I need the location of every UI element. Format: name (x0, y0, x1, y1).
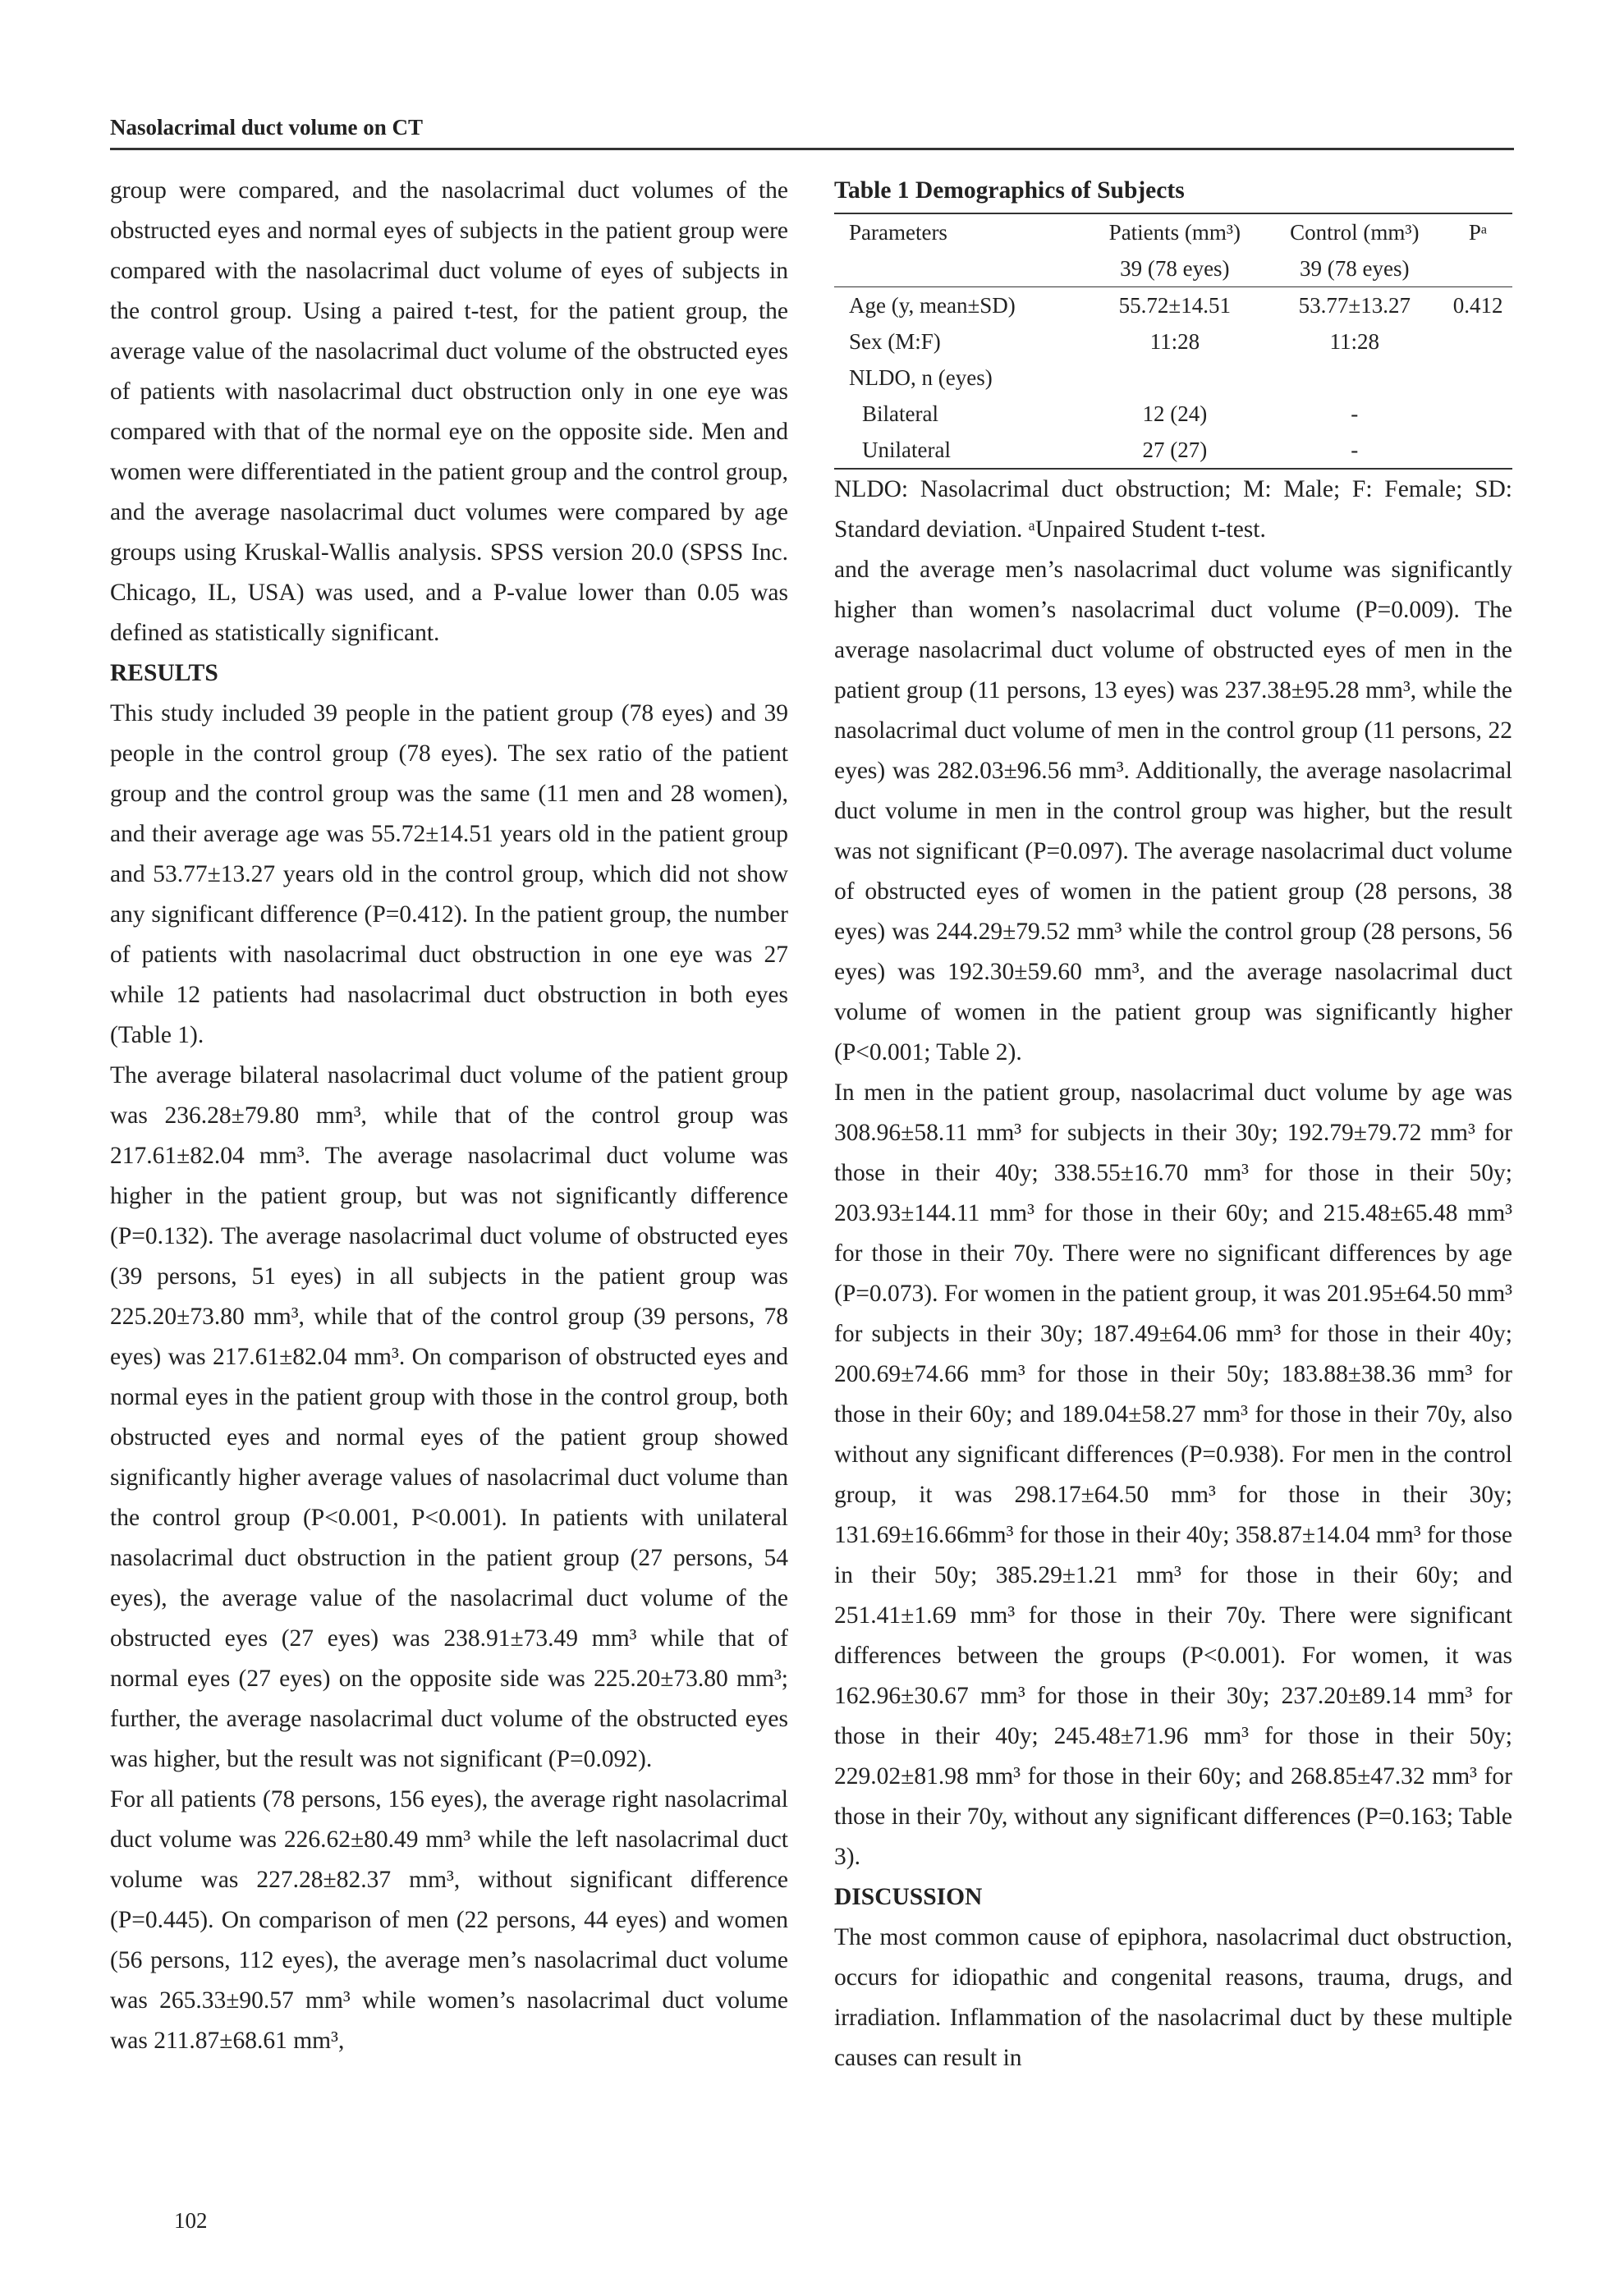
table-row (834, 287, 1512, 324)
table-subheader-row (834, 250, 1512, 287)
table-footnote: NLDO: Nasolacrimal duct obstruction; M: Male; F: Female; SD: Standard deviation. ᵃUnpaired Student t-test. (834, 476, 1512, 543)
table-cell: NLDO, n (eyes) (849, 365, 993, 390)
table-cell: Sex (M:F) (849, 329, 941, 354)
table-cell: 11:28 (1149, 329, 1200, 354)
table-subheader-cell (834, 250, 1084, 287)
paragraph: The average bilateral nasolacrimal duct volume of the patient group was 236.28±79.80 mm³, while that of the control group was 217.61±82.04 mm³. The average nasolacrimal duct volume was higher in the patient group, but was not significantly difference (P=0.132). The average nasolacrimal duct volume of obstructed eyes (39 persons, 51 eyes) in all subjects in the patient group was 225.20±73.80 mm³, while that of the control group (39 persons, 78 eyes) was 217.61±82.04 mm³. On comparison of obstructed eyes and normal eyes in the patient group with those in the control group, both obstructed eyes and normal eyes of the patient group showed significantly higher average values of nasolacrimal duct volume than the control group (P<0.001, P<0.001). In patients with unilateral nasolacrimal duct obstruction in the patient group (27 persons, 54 eyes), the average value of the nasolacrimal duct volume of the obstructed eyes (27 eyes) was 238.91±73.49 mm³ while that of normal eyes (27 eyes) on the opposite side was 225.20±73.80 mm³; further, the average nasolacrimal duct volume of the obstructed eyes was higher, but the result was not significant (P=0.092). (110, 1062, 788, 1772)
demographics-table (834, 213, 1512, 470)
section-heading-results: RESULTS (110, 660, 218, 686)
paragraph: The most common cause of epiphora, nasolacrimal duct obstruction, occurs for idiopathic and congenital reasons, trauma, drugs, and irradiation. Inflammation of the nasolacrimal duct by these multiple causes can result in (834, 1924, 1512, 2071)
table-cell: Age (y, mean±SD) (849, 293, 1016, 318)
table-row (834, 323, 1512, 360)
paragraph: For all patients (78 persons, 156 eyes), the average right nasolacrimal duct volume was 226.62±80.49 mm³ while the left nasolacrimal duct volume was 227.28±82.37 mm³, without significant difference (P=0.445). On comparison of men (22 persons, 44 eyes) and women (56 persons, 112 eyes), the average men’s nasolacrimal duct volume was 265.33±90.57 mm³ while women’s nasolacrimal duct volume was 211.87±68.61 mm³, (110, 1786, 788, 2054)
running-header: Nasolacrimal duct volume on CT (110, 115, 423, 140)
table-row (834, 396, 1512, 432)
table-subheader-cell: 39 (78 eyes) (1084, 250, 1265, 287)
page-number: 102 (174, 2208, 208, 2233)
section-heading-discussion: DISCUSSION (834, 1884, 983, 1910)
table-cell: 55.72±14.51 (1118, 293, 1231, 318)
table-cell: 27 (27) (1084, 432, 1265, 469)
table-cell: Bilateral (862, 401, 938, 426)
paragraph: In men in the patient group, nasolacrimal duct volume by age was 308.96±58.11 mm³ for subjects in their 30y; 192.79±79.72 mm³ for those in their 40y; 338.55±16.70 mm³ for those in their 50y; 203.93±144.11 mm³ for those in their 60y; and 215.48±65.48 mm³ for those in their 70y. There were no significant differences by age (P=0.073). For women in the patient group, it was 201.95±64.50 mm³ for subjects in their 30y; 187.49±64.06 mm³ for those in their 40y; 200.69±74.66 mm³ for those in their 50y; 183.88±38.36 mm³ for those in their 60y; and 189.04±58.27 mm³ for those in their 70y, also without any significant differences (P=0.938). For men in the control group, it was 298.17±64.50 mm³ for those in their 30y; 131.69±16.66mm³ for those in their 40y; 358.87±14.04 mm³ for those in their 50y; 385.29±1.21 mm³ for those in their 60y; and 251.41±1.69 mm³ for those in their 70y. There were significant differences between the groups (P<0.001). For women, it was 162.96±30.67 mm³ for those in their 30y; 237.20±89.14 mm³ for those in their 40y; 245.48±71.96 mm³ for those in their 50y; 229.02±81.98 mm³ for those in their 60y; and 268.85±47.32 mm³ for those in their 70y, without any significant differences (P=0.163; Table 3). (834, 1079, 1513, 1870)
table-header-row (834, 213, 1512, 250)
table-cell (1443, 432, 1512, 469)
table-cell (1443, 323, 1512, 360)
table-subheader-cell (1443, 250, 1512, 287)
left-column (110, 171, 788, 2061)
table-header-cell: Control (mm³) (1265, 213, 1443, 250)
table-row (834, 360, 1512, 396)
table-header-cell: Parameters (834, 213, 1084, 250)
header-rule (110, 148, 1514, 150)
table-cell (1443, 360, 1512, 396)
table-cell (1084, 360, 1265, 396)
right-column (834, 171, 1512, 2078)
table-cell (1265, 360, 1443, 396)
table-cell: Unilateral (834, 432, 1084, 469)
paragraph: This study included 39 people in the patient group (78 eyes) and 39 people in the control group (78 eyes). The sex ratio of the patient group and the control group was the same (11 men and 28 women), and their average age was 55.72±14.51 years old in the patient group and 53.77±13.27 years old in the control group, which did not show any significant difference (P=0.412). In the patient group, the number of patients with nasolacrimal duct obstruction in one eye was 27 while 12 patients had nasolacrimal duct obstruction in both eyes (Table 1). (110, 700, 788, 1048)
paragraph: group were compared, and the nasolacrimal duct volumes of the obstructed eyes and normal eyes of subjects in the patient group were compared with the nasolacrimal duct volume of eyes of subjects in the control group. Using a paired t-test, for the patient group, the average value of the nasolacrimal duct volume of the obstructed eyes of patients with nasolacrimal duct obstruction only in one eye was compared with that of the normal eye on the opposite side. Men and women were differentiated in the patient group and the control group, and the average nasolacrimal duct volumes were compared by age groups using Kruskal-Wallis analysis. SPSS version 20.0 (SPSS Inc. Chicago, IL, USA) was used, and a P-value lower than 0.05 was defined as statistically significant. (110, 177, 788, 646)
paragraph: and the average men’s nasolacrimal duct volume was significantly higher than women’s nasolacrimal duct volume (P=0.009). The average nasolacrimal duct volume of obstructed eyes of men in the patient group (11 persons, 13 eyes) was 237.38±95.28 mm³, while the nasolacrimal duct volume of men in the control group (11 persons, 22 eyes) was 282.03±96.56 mm³. Additionally, the average nasolacrimal duct volume in men in the control group was higher, but the result was not significant (P=0.097). The average nasolacrimal duct volume of obstructed eyes of women in the patient group (28 persons, 38 eyes) was 244.29±79.52 mm³ while the control group (28 persons, 56 eyes) was 192.30±59.60 mm³, and the average nasolacrimal duct volume of women in the patient group was significantly higher (P<0.001; Table 2). (834, 557, 1512, 1066)
table-cell: - (1265, 432, 1443, 469)
table-cell: 12 (24) (1142, 401, 1208, 426)
table-1 (834, 171, 1512, 550)
table-row (834, 432, 1512, 469)
table-header-cell: Patients (mm³) (1084, 213, 1265, 250)
table-cell: 11:28 (1329, 329, 1380, 354)
table-subheader-cell: 39 (78 eyes) (1265, 250, 1443, 287)
table-cell (1443, 396, 1512, 432)
table-title: Table 1 Demographics of Subjects (834, 177, 1185, 204)
table-header-cell: Pᵃ (1443, 213, 1512, 250)
table-cell: 53.77±13.27 (1298, 293, 1411, 318)
table-cell: - (1351, 401, 1359, 426)
table-cell: 0.412 (1452, 293, 1503, 318)
